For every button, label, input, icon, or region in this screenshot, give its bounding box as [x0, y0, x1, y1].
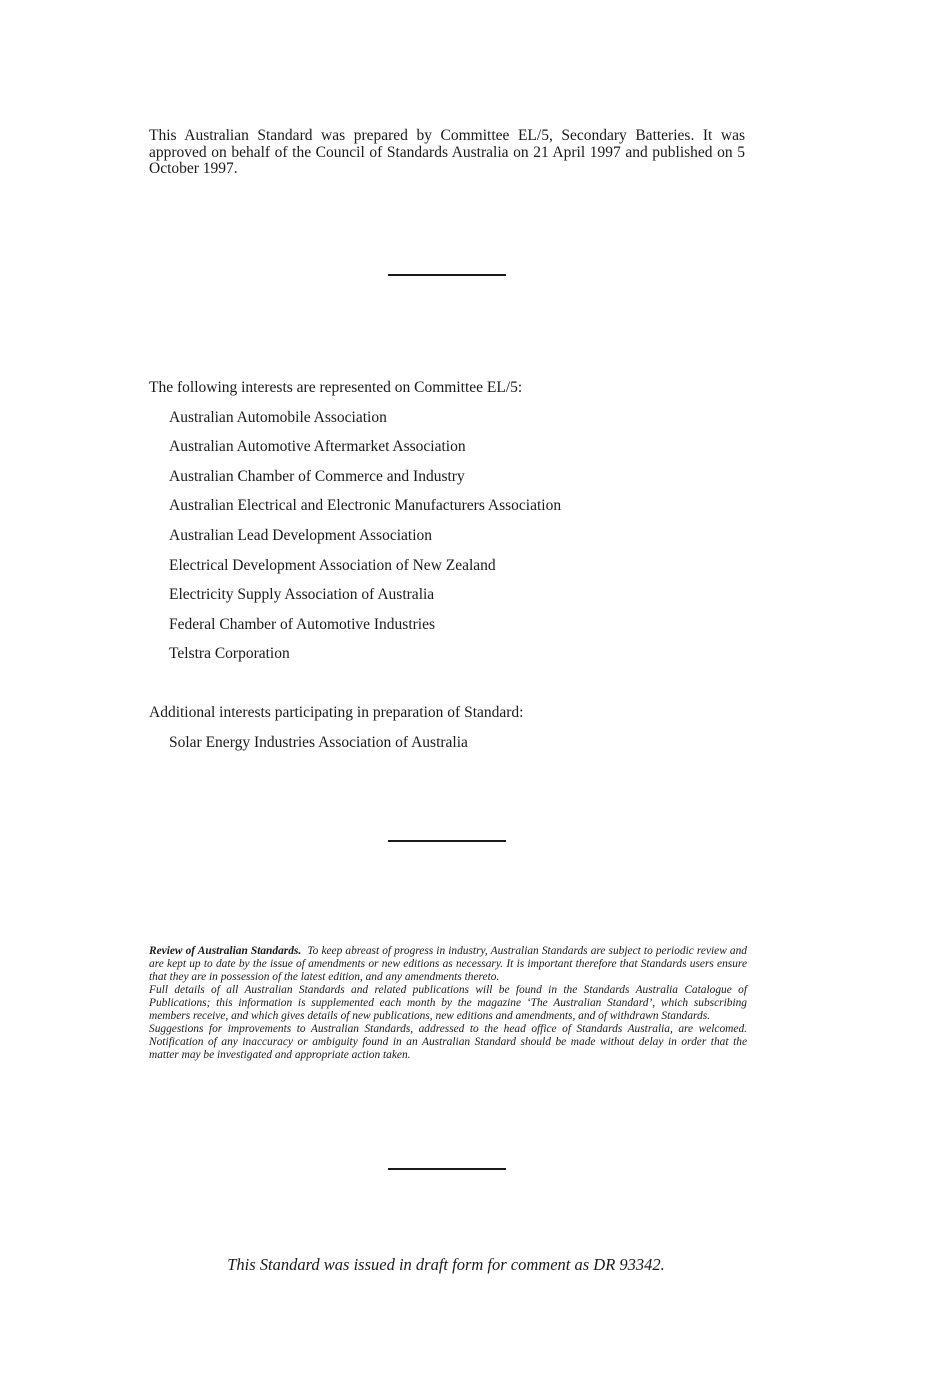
preparation-statement: This Australian Standard was prepared by Committee EL/5, Secondary Batteries. It was approved on behalf of the Council of Standards Australia on 21 April 1997 and published on 5 October 1997. [149, 127, 745, 177]
additional-interests-list [149, 733, 749, 763]
suggestions-paragraph: Suggestions for improvements to Australian Standards, addressed to the head office of Standards Australia, are welcomed. Notification of any inaccuracy or ambiguity found in an Australian Standard should be made without delay in order that the matter may be investigated and appropriate action taken. [149, 1023, 747, 1061]
committee-heading: The following interests are represented on Committee EL/5: [149, 379, 523, 396]
list-item: Australian Automotive Aftermarket Association [169, 438, 466, 456]
section-divider [388, 274, 506, 276]
list-item: Telstra Corporation [169, 645, 290, 663]
committee-member-list [149, 408, 749, 674]
list-item: Federal Chamber of Automotive Industries [169, 615, 436, 633]
section-divider [388, 1168, 506, 1170]
review-text: To keep abreast of progress in industry, Australian Standards are subject to periodic review and are kept up to date by the issue of amendments or new editions as necessary. It is important therefore that Standards users ensure that they are in possession of the latest edition, and any amendments thereto. [149, 945, 747, 983]
list-item: Australian Chamber of Commerce and Industry [169, 467, 465, 485]
section-divider [388, 840, 506, 842]
list-item: Solar Energy Industries Association of Australia [169, 733, 468, 751]
draft-note: This Standard was issued in draft form for comment as DR 93342. [227, 1255, 665, 1274]
list-item: Australian Lead Development Association [169, 526, 433, 544]
list-item: Electrical Development Association of New Zealand [169, 556, 496, 574]
review-paragraph [149, 945, 747, 984]
committee-section [149, 378, 749, 674]
review-notice [149, 945, 747, 1062]
list-item: Australian Automobile Association [169, 408, 387, 426]
list-item: Australian Electrical and Electronic Manufacturers Association [169, 497, 562, 515]
additional-interests-section [149, 703, 749, 762]
additional-interests-heading: Additional interests participating in preparation of Standard: [149, 704, 524, 721]
review-title: Review of Australian Standards. [149, 945, 302, 957]
catalogue-paragraph: Full details of all Australian Standards and related publications will be found in the Standards Australia Catalogue of Publications; this information is supplemented each month by the magazine ‘The Australian Standard’, which subscribing members receive, and which gives details of new publications, new editions and amendments, and of withdrawn Standards. [149, 984, 747, 1022]
list-item: Electricity Supply Association of Australia [169, 586, 435, 604]
